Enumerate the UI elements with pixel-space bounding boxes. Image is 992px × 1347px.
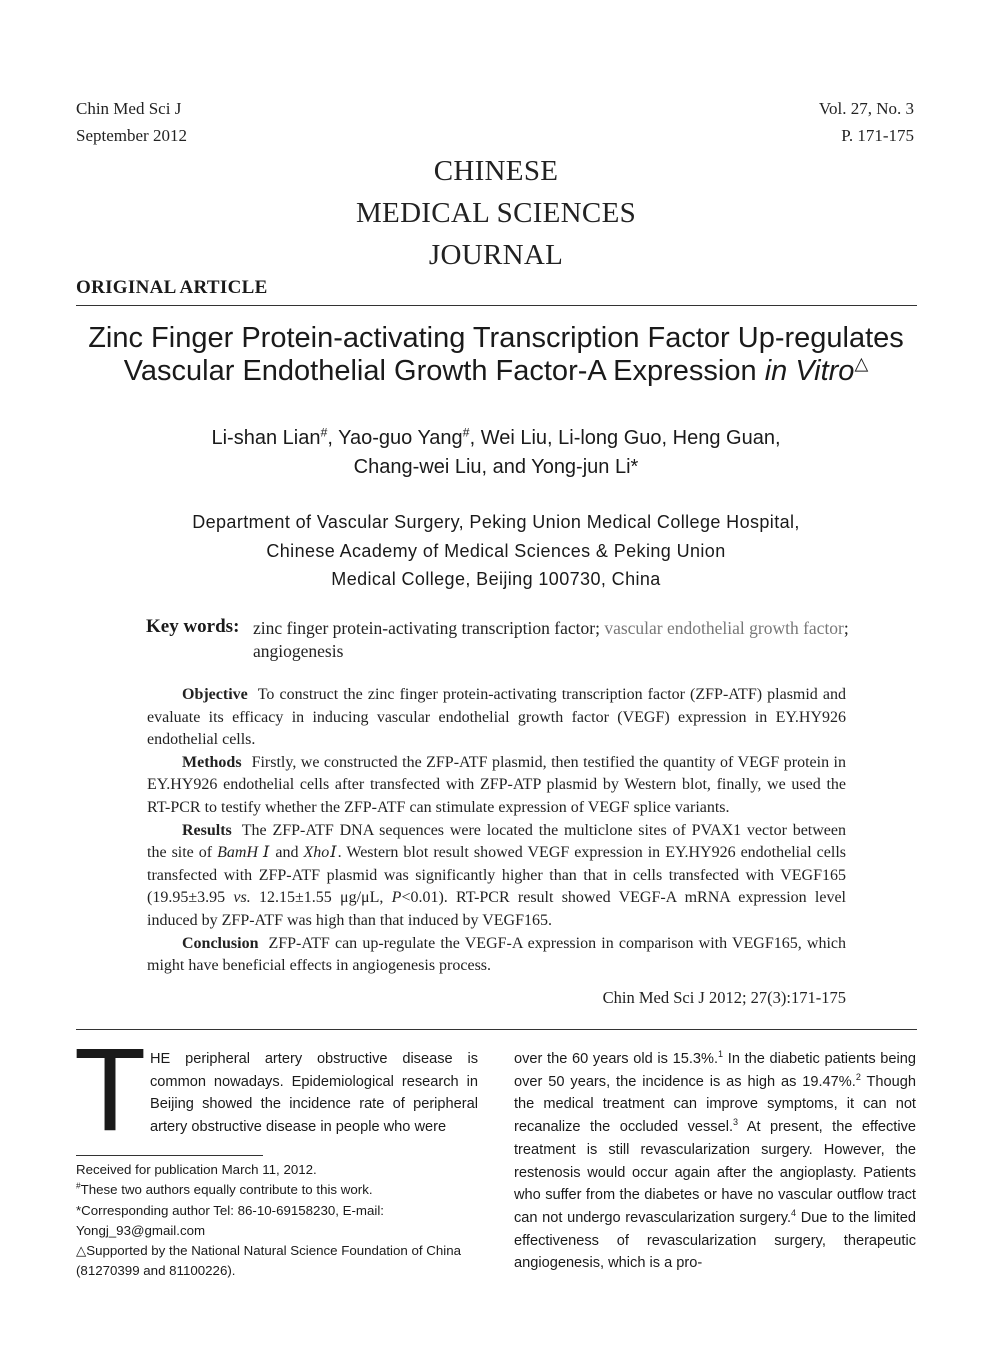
body-text: At present, the effective treatment is still revascularization surgery. However, the restenosis would occur again after the angioplasty. Patients who suffer from the diabetes or have no vascular outflow tract can not undergo revascularization surgery.	[514, 1119, 916, 1226]
footnote-text: These two authors equally contribute to this work.	[80, 1182, 373, 1198]
section-label: ORIGINAL ARTICLE	[76, 277, 268, 298]
results-italic: P	[391, 889, 402, 907]
page-range: P. 171-175	[841, 126, 914, 145]
results-italic: BamH Ⅰ	[217, 844, 271, 862]
keyword: ; angiogenesis	[253, 618, 849, 661]
keywords-text	[253, 617, 853, 663]
results-text: and	[270, 844, 304, 862]
journal-header-left	[76, 95, 187, 149]
conclusion-heading: Conclusion	[182, 934, 259, 952]
journal-name-line: MEDICAL SCIENCES	[355, 197, 637, 229]
author-line-2: Chang-wei Liu, and Yong-jun Li*	[353, 456, 639, 478]
keyword: vascular endothelial growth factor	[604, 618, 844, 638]
volume-number: Vol. 27, No. 3	[818, 99, 914, 118]
journal-name-line: CHINESE	[433, 155, 559, 187]
footnote-divider	[76, 1155, 263, 1156]
body-text: over the 60 years old is 15.3%.	[514, 1051, 719, 1067]
abstract-results	[147, 820, 846, 933]
reference-mark: 4	[791, 1208, 797, 1219]
author-names: , Wei Liu, Li-long Guo, Heng Guan,	[469, 427, 781, 449]
body-text: Due to the limited effectiveness of revascularization surgery, therapeutic angiogenesis, which is a pro-	[514, 1209, 916, 1272]
results-text: . Western blot result showed VEGF expression in EY.HY926 endothelial cells transfected with ZFP-ATF plasmid was significantly higher than that in cells transfected with VEGF165 (19.95±3.95	[147, 844, 846, 907]
objective-heading: Objective	[182, 686, 248, 703]
affiliation-line: Medical College, Beijing 100730, China	[331, 569, 661, 589]
results-italic: XhoⅠ	[303, 844, 338, 862]
journal-name-line: JOURNAL	[428, 239, 564, 271]
title-line-1: Zinc Finger Protein-activating Transcription Factor Up-regulates	[88, 322, 904, 354]
title-line-2-main: Vascular Endothelial Growth Factor-A Expression	[123, 355, 765, 387]
abstract-conclusion	[147, 933, 846, 978]
journal-abbrev: Chin Med Sci J	[76, 99, 182, 118]
results-italic: vs.	[233, 889, 251, 907]
body-text: In the diabetic patients being over 50 years, the incidence is as high as 19.47%.	[514, 1051, 917, 1090]
reference-mark: 1	[718, 1049, 724, 1060]
author-name: , Yao-guo Yang	[327, 427, 463, 449]
objective-text: To construct the zinc finger protein-activating transcription factor (ZFP-ATF) plasmid and evaluate its efficacy in inducing vascular endothelial growth factor (VEGF) expression in EY.HY926 endothelial cells.	[147, 686, 846, 749]
article-title	[60, 322, 932, 388]
author-line-1	[80, 424, 912, 453]
citation: Chin Med Sci J 2012; 27(3):171-175	[602, 988, 846, 1007]
reference-mark: 3	[733, 1117, 739, 1128]
body-text: Though the medical treatment can improve symptoms, it can not recanalize the occluded vessel.	[514, 1073, 916, 1136]
footnote-mark: #	[76, 1181, 81, 1191]
keyword: zinc finger protein-activating transcription factor;	[253, 618, 605, 638]
affiliation-line: Chinese Academy of Medical Sciences & Peking Union	[266, 540, 726, 561]
footnote-funding: △Supported by the National Natural Science Foundation of China (81270399 and 81100226).	[76, 1243, 461, 1279]
results-heading: Results	[182, 821, 232, 839]
footnotes	[76, 1160, 480, 1282]
journal-name	[0, 150, 992, 276]
body-column-1: HE peripheral artery obstructive disease is common nowadays. Epidemiological research in Beijing showed the incidence rate of peripheral artery obstructive disease in people who were	[150, 1051, 478, 1136]
body-divider	[76, 1029, 917, 1030]
abstract	[147, 684, 846, 978]
results-text: <0.01). RT-PCR result showed VEGF-A mRNA expression level induced by ZFP-ATF was high than that induced by VEGF165.	[147, 889, 847, 929]
footnote-received: Received for publication March 11, 2012.	[76, 1162, 317, 1177]
journal-header-right	[819, 95, 914, 149]
header-divider	[76, 305, 917, 306]
methods-text: Firstly, we constructed the ZFP-ATF plasmid, then testified the quantity of VEGF protein in EY.HY926 endothelial cells after transfected with ZFP-ATP plasmid by Western blot, finally, we used the RT-PCR to testify whether the ZFP-ATF can stimulate expression of VEGF splice variants.	[147, 753, 846, 816]
conclusion-text: ZFP-ATF can up-regulate the VEGF-A expression in comparison with VEGF165, which might have beneficial effects in angiogenesis process.	[147, 934, 846, 975]
author-mark: #	[462, 425, 470, 440]
keywords-label: Key words:	[146, 616, 240, 637]
title-line-2	[60, 355, 932, 388]
author-mark: #	[320, 425, 328, 440]
abstract-objective	[147, 684, 846, 752]
drop-cap: T	[74, 1024, 147, 1156]
body-column-2	[514, 1048, 916, 1275]
affiliation-line: Department of Vascular Surgery, Peking Union Medical College Hospital,	[192, 512, 800, 532]
footnote-corresponding: *Corresponding author Tel: 86-10-69158230, E-mail: Yongj_93@gmail.com	[76, 1202, 384, 1238]
results-text: The ZFP-ATF DNA sequences were located the multiclone sites of PVAX1 vector between the site of	[147, 821, 846, 862]
methods-heading: Methods	[182, 753, 242, 771]
author-name: Li-shan Lian	[211, 427, 321, 449]
title-footnote-mark: △	[854, 353, 869, 374]
title-italic: in Vitro	[764, 355, 855, 387]
affiliation	[80, 508, 912, 594]
author-list	[80, 424, 912, 482]
results-text: 12.15±1.55 μg/μL,	[250, 889, 392, 907]
issue-date: September 2012	[76, 126, 187, 145]
abstract-methods	[147, 752, 846, 820]
footnote-equal-contribution	[76, 1180, 480, 1200]
reference-mark: 2	[855, 1071, 861, 1082]
